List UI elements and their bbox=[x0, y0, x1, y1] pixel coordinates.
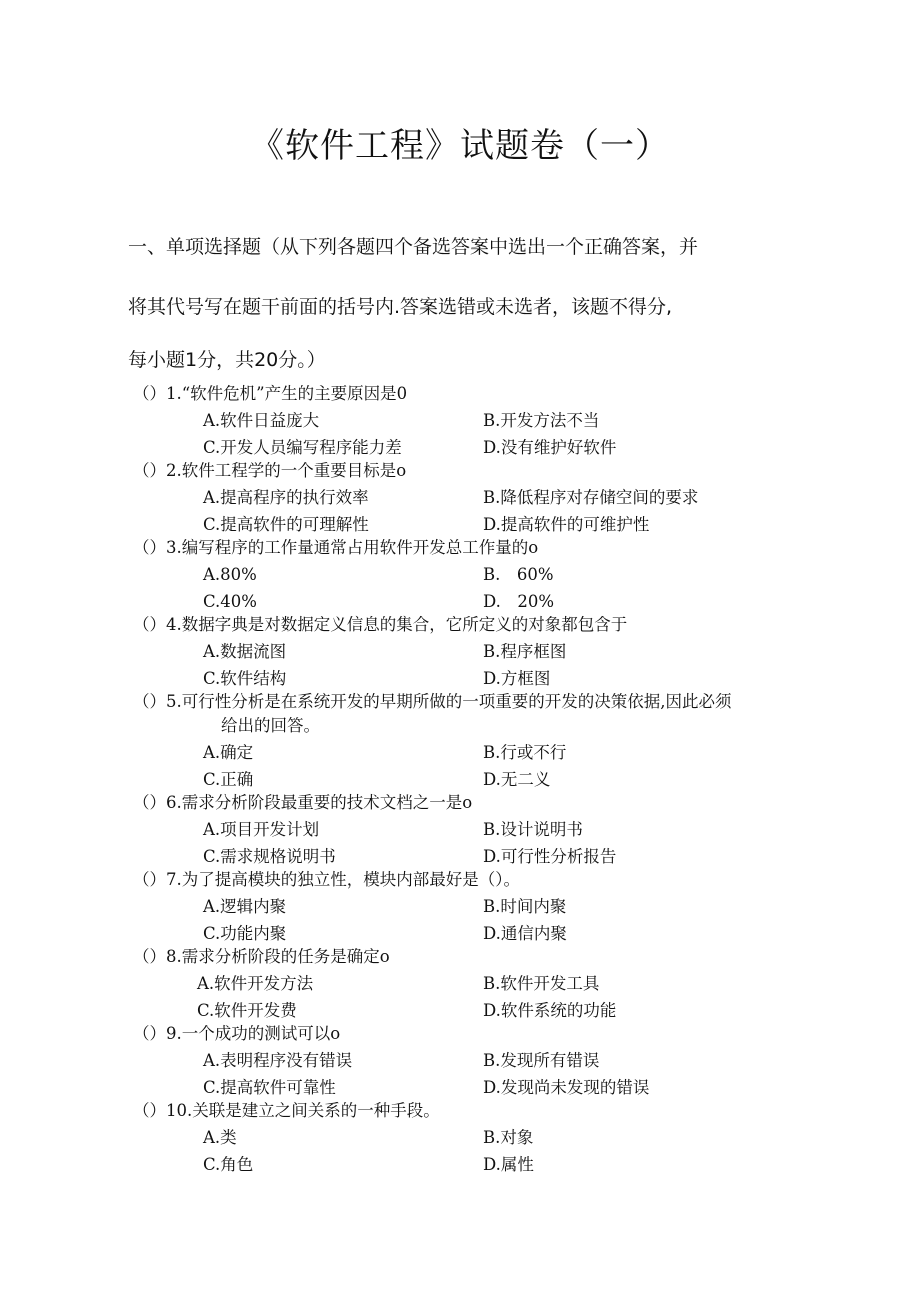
option-c: C.功能内聚 bbox=[203, 923, 287, 943]
option-a: A.软件开发方法 bbox=[197, 974, 314, 993]
question-stem: （）10.关联是建立之间关系的一种手段。 bbox=[133, 1101, 440, 1120]
option-c: C.提高软件的可理解性 bbox=[203, 514, 369, 534]
question-1 bbox=[133, 382, 833, 459]
question-stem: （）6.需求分析阶段最重要的技术文档之一是o bbox=[133, 793, 473, 812]
question-stem: （）1.“软件危机”产生的主要原因是0 bbox=[133, 384, 408, 403]
page-title: 《软件工程》试题卷（一） bbox=[250, 126, 670, 166]
option-c: C.需求规格说明书 bbox=[203, 846, 336, 866]
option-c: C.提高软件可靠性 bbox=[203, 1077, 336, 1097]
question-3 bbox=[133, 536, 833, 613]
option-b: B.时间内聚 bbox=[483, 897, 567, 916]
option-c: C.软件结构 bbox=[203, 668, 287, 688]
option-a: A.逻辑内聚 bbox=[203, 897, 287, 916]
question-list bbox=[133, 382, 833, 1176]
option-c: C.软件开发费 bbox=[197, 1000, 297, 1020]
question-stem: （）7.为了提高模块的独立性，模块内部最好是（）。 bbox=[133, 870, 520, 889]
option-b: B.行或不行 bbox=[483, 743, 567, 762]
question-8 bbox=[133, 945, 833, 1022]
section-heading-line-1: 一、单项选择题（从下列各题四个备选答案中选出一个正确答案，并 bbox=[128, 236, 699, 258]
question-stem: （）8.需求分析阶段的任务是确定o bbox=[133, 947, 390, 966]
option-b: B.降低程序对存储空间的要求 bbox=[483, 488, 699, 507]
option-a: A.数据流图 bbox=[203, 642, 287, 661]
question-stem: （）2.软件工程学的一个重要目标是o bbox=[133, 461, 407, 480]
option-a: A.类 bbox=[203, 1128, 237, 1147]
option-a: A.表明程序没有错误 bbox=[203, 1051, 353, 1070]
question-5 bbox=[133, 690, 833, 791]
option-a: A.确定 bbox=[203, 743, 254, 762]
option-d: D.可行性分析报告 bbox=[483, 846, 617, 866]
option-d: D.软件系统的功能 bbox=[483, 1000, 617, 1020]
option-c: C.正确 bbox=[203, 769, 254, 789]
option-a: A.项目开发计划 bbox=[203, 820, 320, 839]
option-b: B. 60% bbox=[483, 565, 554, 584]
option-d: D.发现尚未发现的错误 bbox=[483, 1077, 650, 1097]
option-a: A.80% bbox=[203, 565, 257, 584]
option-b: B.对象 bbox=[483, 1128, 534, 1147]
option-d: D.没有维护好软件 bbox=[483, 437, 617, 457]
option-c: C.开发人员编写程序能力差 bbox=[203, 437, 402, 457]
question-stem: （）9.一个成功的测试可以o bbox=[133, 1024, 341, 1043]
option-d: D. 20% bbox=[483, 591, 555, 611]
question-9 bbox=[133, 1022, 833, 1099]
option-c: C.角色 bbox=[203, 1154, 254, 1174]
option-b: B.设计说明书 bbox=[483, 820, 583, 839]
option-a: A.软件日益庞大 bbox=[203, 411, 320, 430]
option-d: D.属性 bbox=[483, 1154, 534, 1174]
section-heading-line-2: 将其代号写在题干前面的括号内.答案选错或未选者，该题不得分, bbox=[128, 296, 673, 318]
question-7 bbox=[133, 868, 833, 945]
option-b: B.程序框图 bbox=[483, 642, 567, 661]
question-stem: （）5.可行性分析是在系统开发的早期所做的一项重要的开发的决策依据,因此必须 bbox=[133, 692, 732, 711]
option-b: B.发现所有错误 bbox=[483, 1051, 600, 1070]
option-d: D.提高软件的可维护性 bbox=[483, 514, 650, 534]
option-d: D.无二义 bbox=[483, 769, 551, 789]
option-a: A.提高程序的执行效率 bbox=[203, 488, 369, 507]
question-10 bbox=[133, 1099, 833, 1176]
option-d: D.通信内聚 bbox=[483, 923, 567, 943]
option-d: D.方框图 bbox=[483, 668, 551, 688]
question-2 bbox=[133, 459, 833, 536]
option-c: C.40% bbox=[203, 591, 257, 611]
section-heading-line-3: 每小题1分，共20分。） bbox=[128, 349, 326, 371]
question-stem: （）4.数据字典是对数据定义信息的集合，它所定义的对象都包含于 bbox=[133, 615, 628, 634]
question-stem-continuation: 给出的回答。 bbox=[221, 716, 320, 735]
option-b: B.软件开发工具 bbox=[483, 974, 600, 993]
question-4 bbox=[133, 613, 833, 690]
option-b: B.开发方法不当 bbox=[483, 411, 600, 430]
question-6 bbox=[133, 791, 833, 868]
question-stem: （）3.编写程序的工作量通常占用软件开发总工作量的o bbox=[133, 538, 539, 557]
